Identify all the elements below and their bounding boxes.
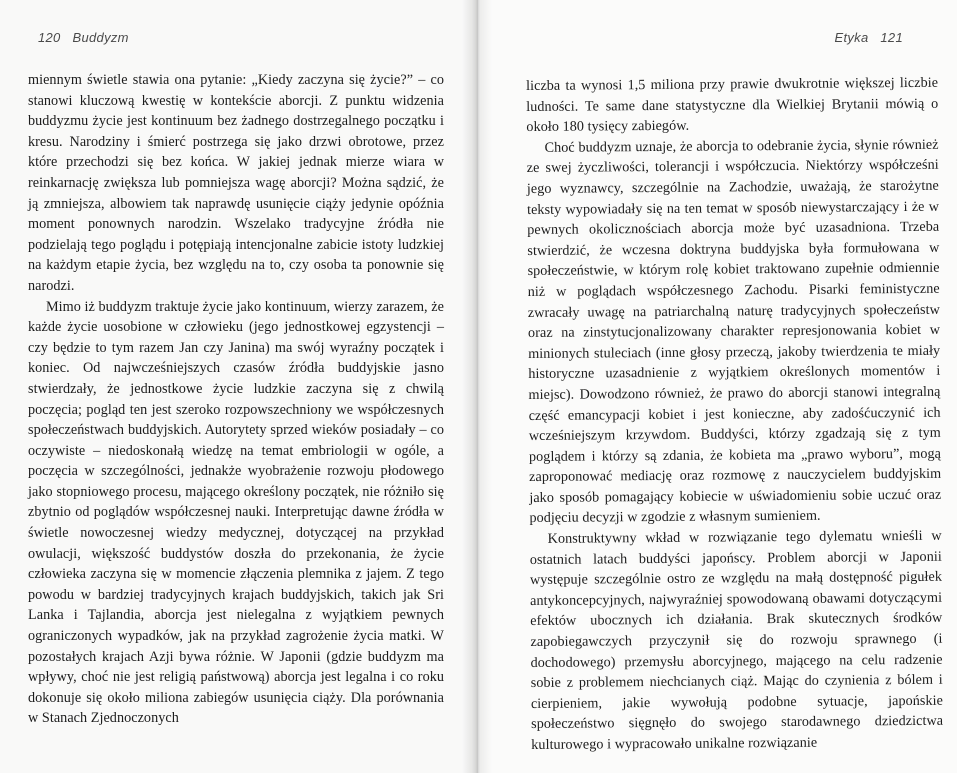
left-paragraph-1: miennym świetle stawia ona pytanie: „Kiedy zaczyna się życie?” – co stanowi kluczową kwestię w kontekście aborcji. Z punktu widzenia buddyzmu życie jest kontinuum bez żadnego dostrzegalnego początku i kresu. Narodziny i śmierć postrzega się jako drzwi obrotowe, przez które przechodzi się bez końca. W jakiej jednak mierze wiara w reinkarnację zwiększa lub pomniejsza wagę aborcji? Można sądzić, że ją zmniejsza, albowiem tak naprawdę usunięcie ciąży jedynie opóźnia moment ponownych narodzin. Wszelako tradycyjne źródła nie podzielają tego poglądu i potępiają intencjonalne zabicie istoty ludzkiej na każdym etapie życia, bez względu na to, czy osoba ta ponownie się narodzi. — [28, 72, 444, 294]
right-page — [478, 0, 957, 773]
right-paragraph-2: Choć buddyzm uznaje, że aborcja to odebranie życia, słynie również ze swej życzliwości, tolerancji i współczucia. Niektórzy współcześni jego wyznawcy, szczególnie na Zachodzie, uważają, że starożytne teksty wypowiadały się na ten temat w sposób niewystarczający i że w pewnych okolicznościach aborcja może być uzasadniona. Trzeba stwierdzić, że wczesna doktryna buddyjska była formułowana w społeczeństwie, w którym rolę kobiet traktowano zupełnie odmiennie niż w poglądach współczesnego Zachodu. Pisarki feministyczne zwracały uwagę na patriarchalną naturę tradycyjnych społeczeństw oraz na zinstytucjonalizowany charakter represjonowania kobiet w minionych stuleciach (inne głosy przeczą, jakoby twierdzenia te miały historyczne uzasadnienie z wyjątkiem określonych momentów i miejsc). Dowodzono również, że prawo do aborcji stanowi integralną część emancypacji kobiet i jest konieczne, aby zadośćuczynić ich wcześniejszym krzywdom. Buddyści, którzy zgadzają się z tym poglądem i którzy są zdania, że kobieta ma „prawo wyboru”, mogą zaproponować mediację oraz rozmowę z nauczycielem buddyjskim jako sposób pomagający kobiecie w uświadomieniu sobie uczuć oraz podjęciu decyzji w zgodzie z własnym sumieniem. — [526, 136, 942, 527]
left-body-text — [28, 70, 444, 729]
left-page — [0, 0, 478, 773]
right-paragraph-3: Konstruktywny wkład w rozwiązanie tego dylematu wnieśli w ostatnich latach buddyści japońscy. Problem aborcji w Japonii występuje szczególnie ostro ze względu na małą dostępność pigułek antykoncepcyjnych, najwyraźniej spowodowaną obawami dotyczącymi efektów ubocznych ich działania. Brak skutecznych środków zapobiegawczych przyczynił się do rozwoju sprawnego (i dochodowego) przemysłu aborcyjnego, mającego na celu radzenie sobie z problemem niechcianych ciąż. Mając do czynienia z bólem i cierpieniem, jakie wywołują podobne sytuacje, japońskie społeczeństwo sięgnęło do swojego starodawnego dziedzictwa kulturowego i wypracowało unikalne rozwiązanie — [529, 527, 944, 753]
left-running-head-title: Buddyzm — [72, 30, 129, 45]
right-running-head-title: Etyka — [834, 30, 869, 45]
left-page-number: 120 — [38, 30, 61, 45]
left-running-header — [30, 30, 129, 45]
right-page-number: 121 — [880, 30, 903, 45]
right-running-header — [834, 30, 911, 45]
right-paragraph-1: liczba ta wynosi 1,5 miliona przy prawie dwukrotnie większej liczbie ludności. Te same dane statystyczne dla Wielkiej Brytanii mówią o około 180 tysięcy zabiegów. — [526, 74, 939, 136]
right-body-text — [526, 73, 943, 756]
left-paragraph-2: Mimo iż buddyzm traktuje życie jako kontinuum, wierzy zarazem, że każde życie uosobione w człowieku (jego jednostkowej egzystencji – czy będzie to tym razem Jan czy Janina) ma swój wyraźny początek i koniec. Od najwcześniejszych czasów źródła buddyjskie jasno stwierdzały, że jednostkowe życie ludzkie zaczyna się z chwilą poczęcia; pogląd ten jest szeroko rozpowszechniony we współczesnych społeczeństwach buddyjskich. Autorytety sprzed wieków posiadały – co oczywiste – niedoskonałą wiedzę na temat embriologii w ogóle, a poczęcia w szczególności, jednakże wyobrażenie rozwoju płodowego jako stopniowego procesu, mającego określony początek, nie różniło się zbytnio od poglądów współczesnej nauki. Interpretując dawne źródła w świetle nowoczesnej wiedzy medycznej, dotyczącej na przykład owulacji, większość buddystów doszła do przekonania, że życie człowieka zaczyna się w momencie złączenia plemnika z jajem. Z tego powodu w bardziej tradycyjnych krajach buddyjskich, takich jak Sri Lanka i Tajlandia, aborcja jest nielegalna z wyjątkiem pewnych ograniczonych wypadków, jak na przykład zagrożenie życia matki. W pozostałych krajach Azji bywa różnie. W Japonii (gdzie buddyzm ma wpływy, choć nie jest religią państwową) aborcja jest legalna i co roku dokonuje się około miliona zabiegów usunięcia ciąży. Dla porównania w Stanach Zjednoczonych — [28, 298, 444, 727]
